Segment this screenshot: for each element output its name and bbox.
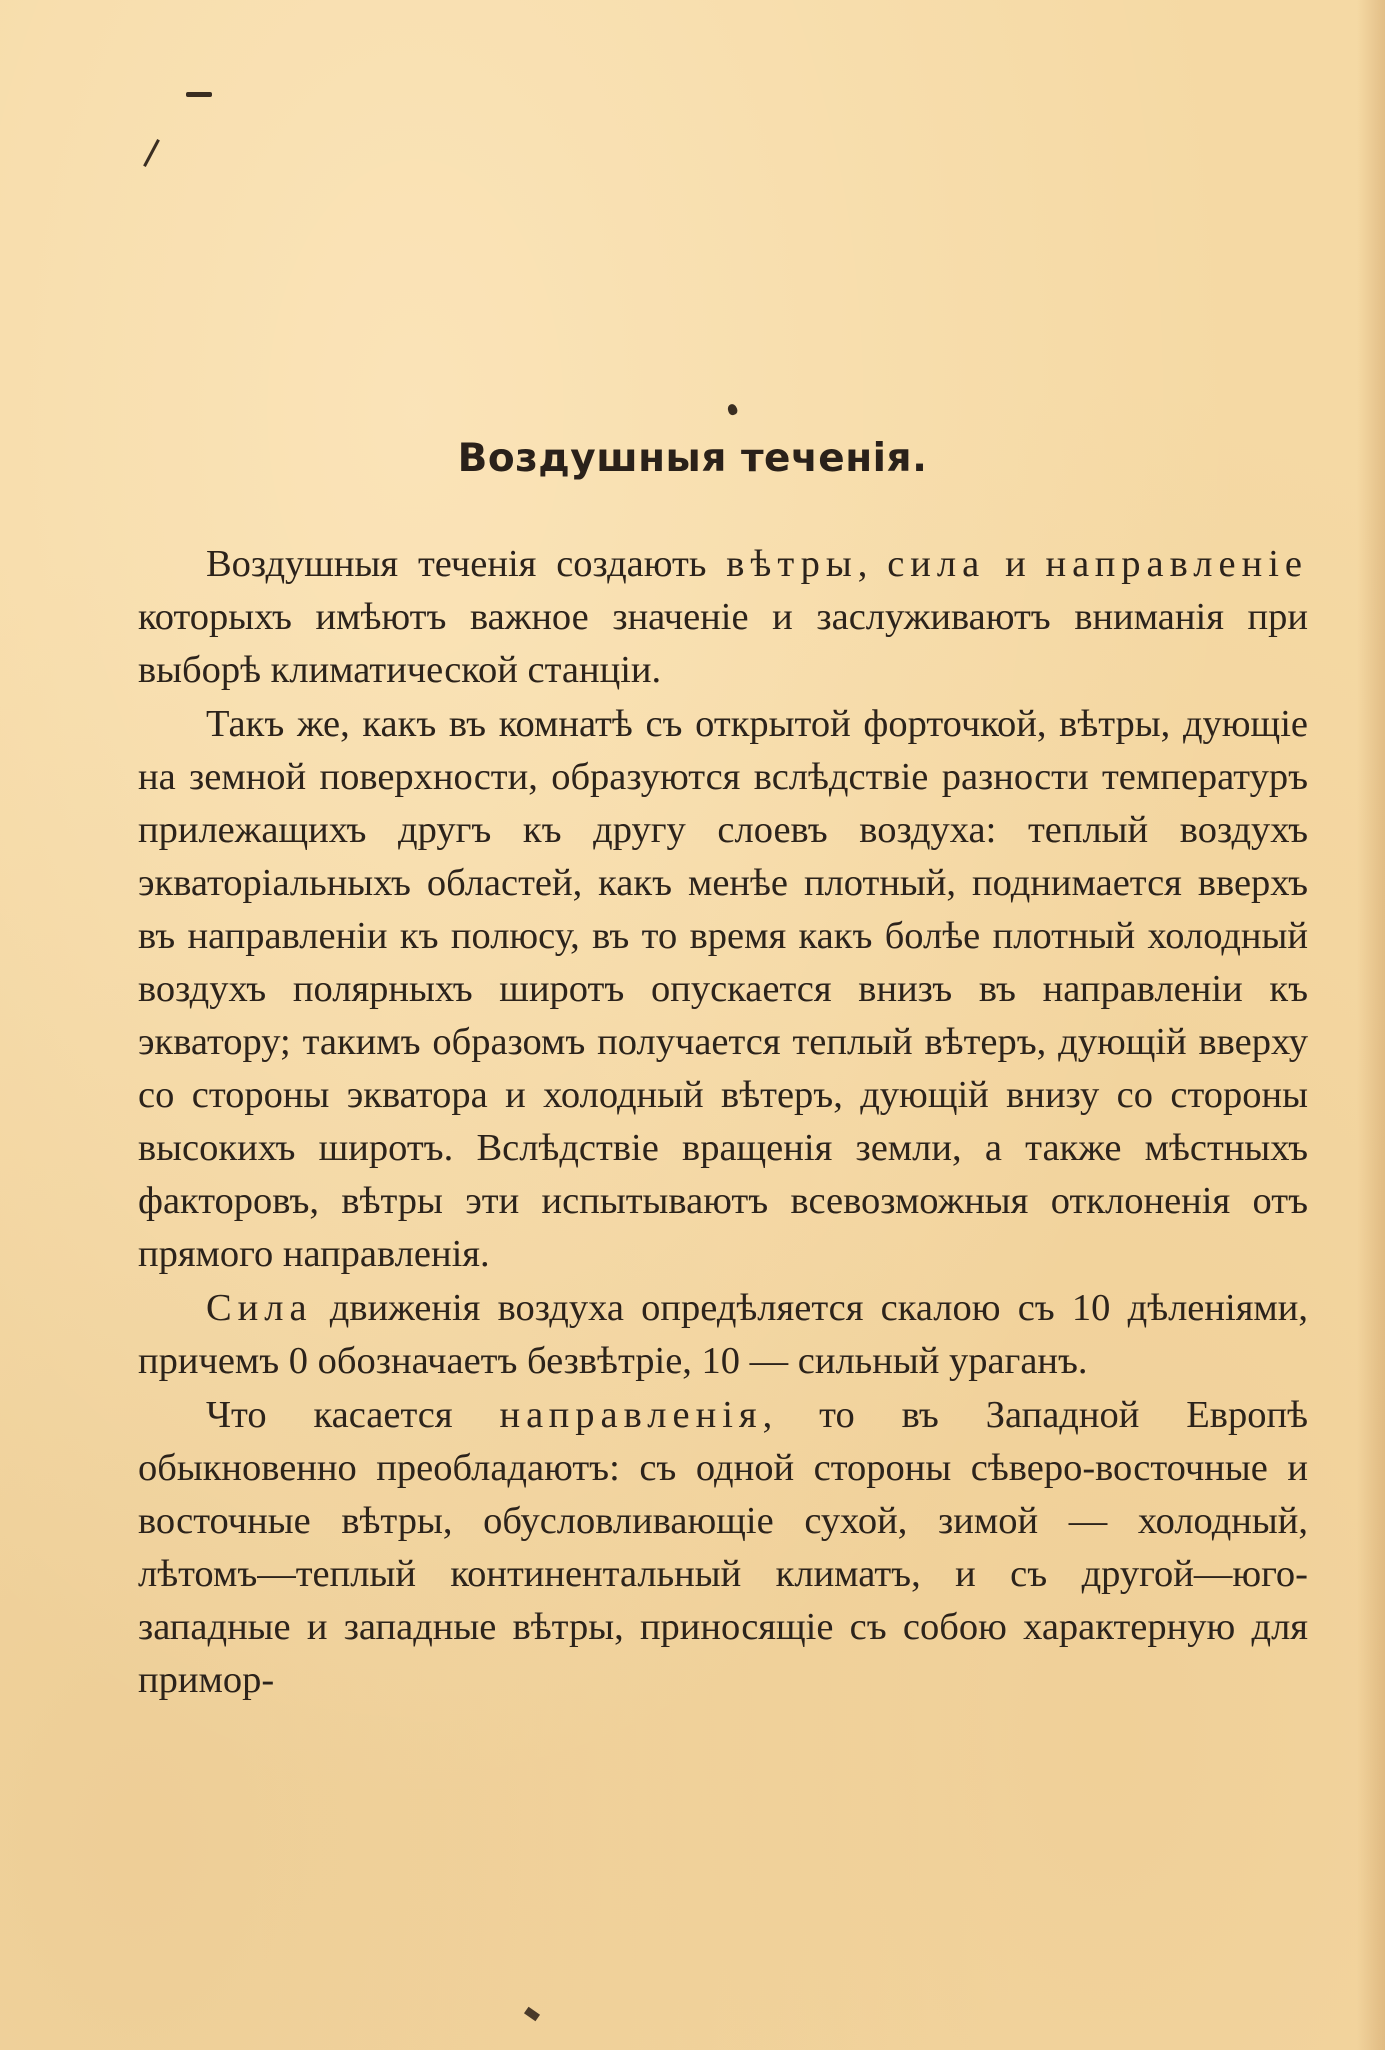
- emphasized-run: Сила: [206, 1287, 313, 1329]
- paragraph: [138, 1389, 1308, 1707]
- text-run: Что касается: [206, 1394, 500, 1436]
- text-run: которыхъ имѣютъ важное значеніе и заслуживаютъ вниманія при выборѣ климатической станціи.: [138, 596, 1308, 691]
- text-run: Воздушныя теченія создають: [206, 543, 727, 585]
- emphasized-run: направленія: [499, 1394, 763, 1436]
- text-run: и: [985, 543, 1046, 585]
- paragraph: [138, 1282, 1308, 1388]
- emphasized-run: сила: [887, 543, 986, 585]
- ink-mark-speck: [524, 2007, 540, 2022]
- chapter-title: Воздушныя теченія.: [457, 436, 928, 481]
- paragraph: [138, 538, 1308, 697]
- page-edge-shadow: [1357, 0, 1385, 2050]
- emphasized-run: вѣтры: [726, 543, 858, 585]
- ink-mark-dot: [726, 403, 738, 416]
- emphasized-run: направленіе: [1045, 543, 1309, 585]
- text-run: движенія воздуха опредѣляется скалою съ 10 дѣленіями, причемъ 0 обозначаетъ безвѣтріе, 10 — сильный ураганъ.: [138, 1287, 1308, 1382]
- text-run: , то въ Западной Европѣ обыкновенно преобладаютъ: съ одной стороны сѣверо-восточные и восточные вѣтры, обусловливающіе сухой, зимой — холодный, лѣтомъ—теплый континентальный климатъ, и съ другой—юго-западные и западные вѣтры, приносящіе съ собою характерную для примор-: [138, 1394, 1308, 1701]
- ink-mark-dash: [186, 92, 212, 97]
- ink-mark-slash: [143, 139, 160, 167]
- text-run: Такъ же, какъ въ комнатѣ съ открытой форточкой, вѣтры, дующіе на земной поверхности, образуются вслѣдствіе разности температуръ прилежащихъ другъ къ другу слоевъ воздуха: теплый воздухъ экваторіальныхъ областей, какъ менѣе плотный, поднимается вверхъ въ направленіи къ полюсу, въ то время какъ болѣе плотный холодный воздухъ полярныхъ широтъ опускается внизъ въ направленіи къ экватору; такимъ образомъ получается теплый вѣтеръ, дующій вверху со стороны экватора и холодный вѣтеръ, дующій внизу со стороны высокихъ широтъ. Вслѣдствіе вращенія земли, а также мѣстныхъ факторовъ, вѣтры эти испытываютъ всевозможныя отклоненія отъ прямого направленія.: [138, 703, 1308, 1275]
- text-run: ,: [857, 543, 888, 585]
- paragraph: [138, 698, 1308, 1281]
- body-text: [138, 538, 1308, 1708]
